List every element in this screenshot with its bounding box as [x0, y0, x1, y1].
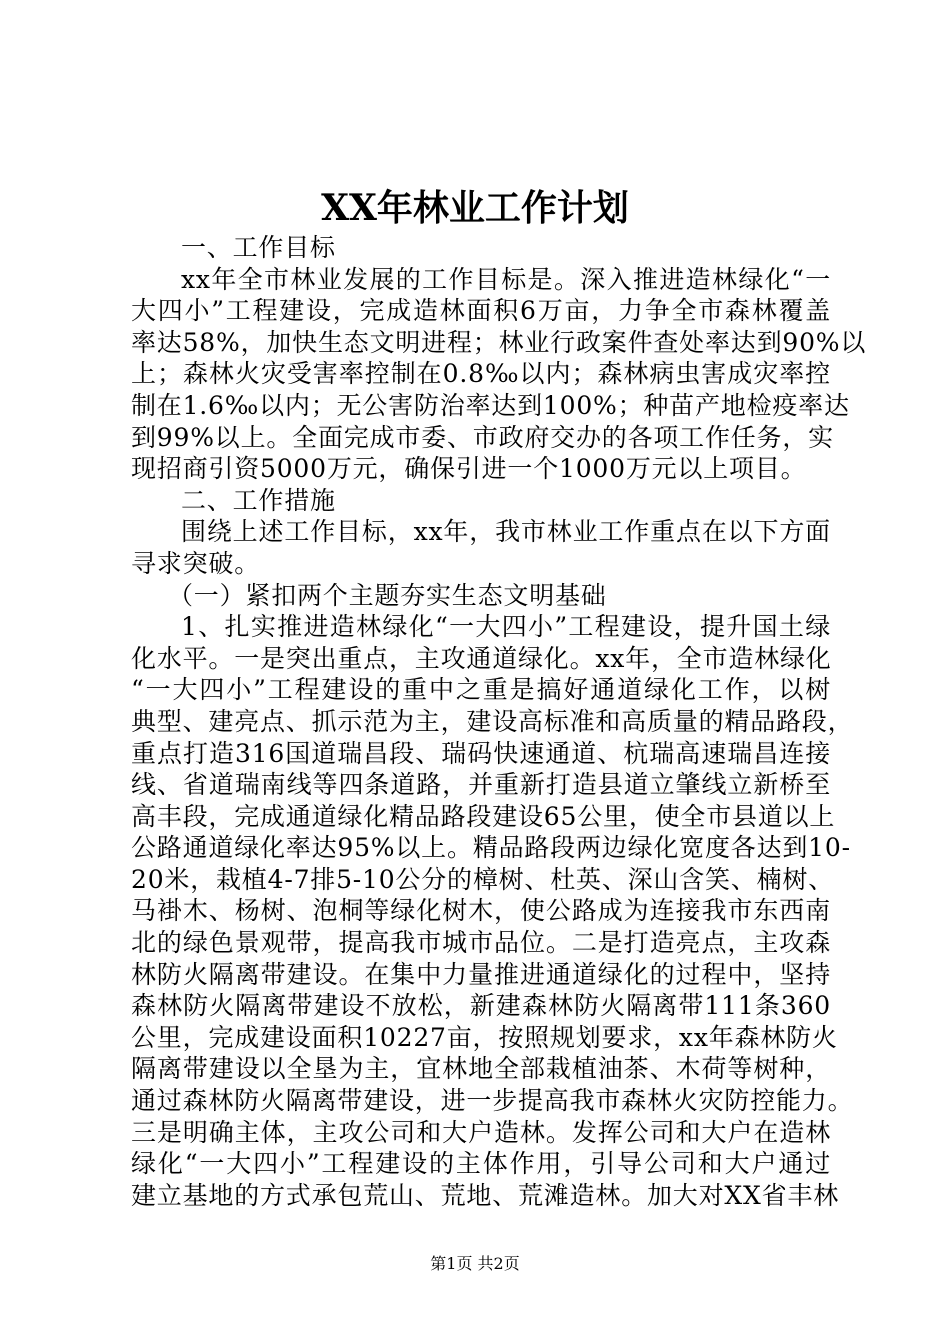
- document-title: XX年林业工作计划: [321, 187, 629, 229]
- paragraph-line: 率达58%，加快生态文明进程；林业行政案件查处率达到90%以: [131, 327, 867, 357]
- page-number-footer: 第1页 共2页: [430, 1254, 520, 1273]
- paragraph-line: 20米，栽植4-7排5-10公分的樟树、杜英、深山含笑、楠树、: [131, 864, 835, 894]
- paragraph-line: 建立基地的方式承包荒山、荒地、荒滩造林。加大对XX省丰林: [131, 1180, 839, 1210]
- section-heading-goals: 一、工作目标: [181, 233, 336, 262]
- paragraph-line: 公里，完成建设面积10227亩，按照规划要求，xx年森林防火: [131, 1022, 838, 1052]
- paragraph-line: 典型、建亮点、抓示范为主，建设高标准和高质量的精品路段，: [131, 706, 854, 736]
- paragraph-line: 1、扎实推进造林绿化“一大四小”工程建设，提升国土绿: [181, 612, 831, 642]
- paragraph-line: 围绕上述工作目标，xx年，我市林业工作重点在以下方面: [181, 517, 831, 547]
- paragraph-line: “一大四小”工程建设的重中之重是搞好通道绿化工作，以树: [131, 675, 831, 705]
- paragraph-line: 绿化“一大四小”工程建设的主体作用，引导公司和大户通过: [131, 1149, 831, 1179]
- paragraph-line: 三是明确主体，主攻公司和大户造林。发挥公司和大户在造林: [131, 1117, 831, 1147]
- paragraph-line: 现招商引资5000万元，确保引进一个1000万元以上项目。: [131, 454, 807, 484]
- section-heading-measures: 二、工作措施: [181, 485, 336, 515]
- paragraph-line: 通过森林防火隔离带建设，进一步提高我市森林火灾防控能力。: [131, 1086, 854, 1116]
- paragraph-line: 高丰段，完成通道绿化精品路段建设65公里，使全市县道以上: [131, 801, 836, 831]
- paragraph-line: 寻求突破。: [131, 548, 261, 578]
- paragraph-line: 北的绿色景观带，提高我市城市品位。二是打造亮点，主攻森: [131, 928, 831, 958]
- paragraph-line: 制在1.6‰以内；无公害防治率达到100%；种苗产地检疫率达: [131, 390, 850, 420]
- paragraph-line: 马褂木、杨树、泡桐等绿化树木，使公路成为连接我市东西南: [131, 896, 831, 926]
- paragraph-line: 公路通道绿化率达95%以上。精品路段两边绿化宽度各达到10-: [131, 833, 851, 863]
- paragraph-line: 隔离带建设以全垦为主，宜林地全部栽植油茶、木荷等树种，: [131, 1054, 831, 1084]
- paragraph-line: 林防火隔离带建设。在集中力量推进通道绿化的过程中，坚持: [131, 959, 831, 989]
- paragraph-line: xx年全市林业发展的工作目标是。深入推进造林绿化“一: [181, 264, 831, 294]
- paragraph-line: 森林防火隔离带建设不放松，新建森林防火隔离带111条360: [131, 991, 831, 1021]
- paragraph-line: 化水平。一是突出重点，主攻通道绿化。xx年，全市造林绿化: [131, 643, 832, 673]
- paragraph-line: 到99%以上。全面完成市委、市政府交办的各项工作任务，实: [131, 422, 834, 452]
- paragraph-line: 重点打造316国道瑞昌段、瑞码快速通道、杭瑞高速瑞昌连接: [131, 738, 831, 768]
- paragraph-line: 上；森林火灾受害率控制在0.8‰以内；森林病虫害成灾率控: [131, 359, 831, 389]
- paragraph-line: 大四小”工程建设，完成造林面积6万亩，力争全市森林覆盖: [131, 296, 831, 326]
- paragraph-line: 线、省道瑞南线等四条道路，并重新打造县道立肇线立新桥至: [131, 770, 831, 800]
- document-body: [131, 232, 867, 1211]
- subsection-heading: （一）紧扣两个主题夯实生态文明基础: [168, 580, 607, 610]
